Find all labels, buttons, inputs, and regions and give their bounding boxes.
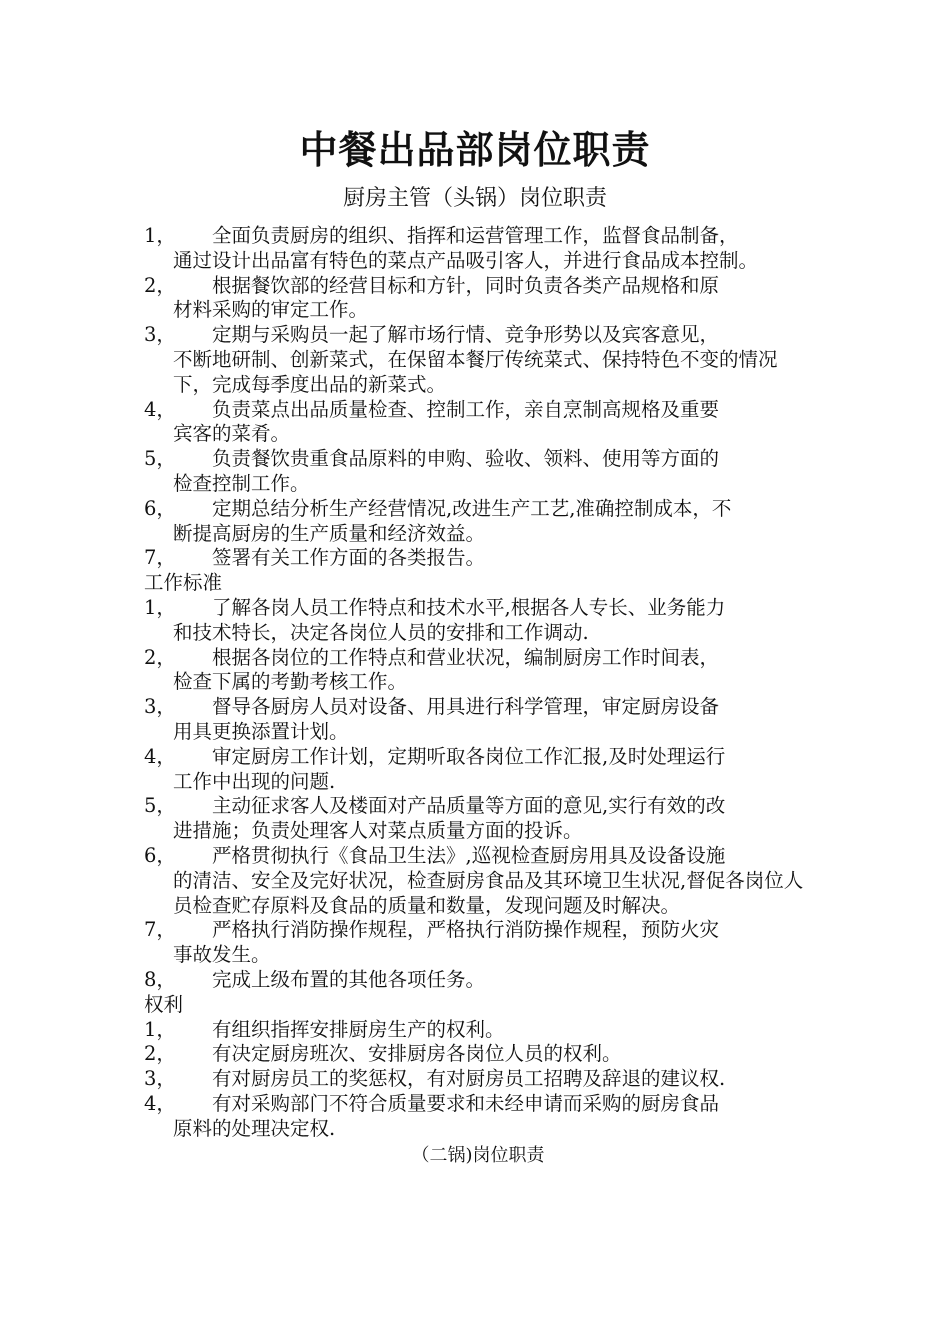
item-number: 2， [144, 273, 176, 297]
item-number: 5， [144, 794, 176, 818]
standard-item [144, 794, 812, 844]
item-number: 4， [144, 397, 176, 421]
duty-item [144, 546, 812, 571]
item-continuation: 检查控制工作。 [173, 471, 310, 495]
item-number: 4， [144, 744, 176, 768]
item-first-line: 负责菜点出品质量检查、控制工作，亲自烹制高规格及重要 [212, 397, 720, 421]
item-number: 2， [144, 645, 176, 669]
item-continuation: 通过设计出品富有特色的菜点产品吸引客人，并进行食品成本控制。 [173, 248, 759, 272]
item-first-line: 严格执行消防操作规程，严格执行消防操作规程，预防火灾 [212, 918, 720, 942]
item-number: 1， [144, 595, 176, 619]
item-continuation: 用具更换添置计划。 [173, 719, 349, 743]
document-body [144, 224, 812, 1171]
item-number: 6， [144, 843, 176, 867]
standards-list [144, 596, 812, 993]
item-continuation: 断提高厨房的生产质量和经济效益。 [173, 521, 486, 545]
item-first-line: 定期与采购员一起了解市场行情、竞争形势以及宾客意见， [212, 323, 720, 347]
item-number: 3， [144, 695, 176, 719]
standard-item [144, 695, 812, 745]
duty-item [144, 497, 812, 547]
item-first-line: 根据餐饮部的经营目标和方针，同时负责各类产品规格和原 [212, 273, 720, 297]
item-continuation: 材料采购的审定工作。 [173, 298, 369, 322]
item-first-line: 负责餐饮贵重食品原料的申购、验收、领料、使用等方面的 [212, 447, 720, 471]
item-continuation: 进措施；负责处理客人对菜点质量方面的投诉。 [173, 819, 583, 843]
item-number: 3， [144, 323, 176, 347]
item-number: 6， [144, 496, 176, 520]
duty-item [144, 447, 812, 497]
item-continuation: 工作中出现的问题. [173, 769, 336, 793]
item-number: 7， [144, 546, 176, 570]
item-first-line: 全面负责厨房的组织、指挥和运营管理工作，监督食品制备， [212, 224, 739, 247]
item-first-line: 签署有关工作方面的各类报告。 [212, 546, 486, 570]
item-first-line: 严格贯彻执行《食品卫生法》,巡视检查厨房用具及设备设施 [212, 843, 726, 867]
item-number: 2， [144, 1042, 176, 1066]
duty-item [144, 274, 812, 324]
document-title: 中餐出品部岗位职责 [299, 127, 651, 172]
item-number: 4， [144, 1091, 176, 1115]
duties-list [144, 224, 812, 571]
right-item [144, 1092, 812, 1142]
item-first-line: 有决定厨房班次、安排厨房各岗位人员的权利。 [212, 1042, 622, 1066]
next-section-heading: （二锅)岗位职责 [411, 1145, 545, 1167]
item-first-line: 有组织指挥安排厨房生产的权利。 [212, 1017, 505, 1041]
duty-item [144, 323, 812, 397]
item-continuation: 宾客的菜肴。 [173, 422, 291, 446]
rights-list [144, 1018, 812, 1142]
right-item [144, 1042, 812, 1067]
standard-item [144, 844, 812, 918]
item-number: 5， [144, 447, 176, 471]
standard-item [144, 596, 812, 646]
standards-heading: 工作标准 [144, 571, 223, 595]
item-first-line: 主动征求客人及楼面对产品质量等方面的意见,实行有效的改 [212, 794, 726, 818]
item-number: 3， [144, 1067, 176, 1091]
item-number: 7， [144, 918, 176, 942]
item-continuation: 事故发生。 [173, 943, 271, 967]
item-number: 1， [144, 224, 176, 247]
item-continuation: 原料的处理决定权. [173, 1116, 336, 1140]
rights-heading: 权利 [144, 992, 184, 1016]
item-first-line: 有对采购部门不符合质量要求和未经申请而采购的厨房食品 [212, 1091, 720, 1115]
item-first-line: 审定厨房工作计划，定期听取各岗位工作汇报,及时处理运行 [212, 744, 726, 768]
item-continuation: 的清洁、安全及完好状况，检查厨房食品及其环境卫生状况,督促各岗位人员检查贮存原料及食品的质量和数量，发现问题及时解决。 [173, 868, 804, 917]
item-first-line: 根据各岗位的工作特点和营业状况，编制厨房工作时间表， [212, 645, 720, 669]
right-item [144, 1067, 812, 1092]
item-first-line: 完成上级布置的其他各项任务。 [212, 967, 486, 991]
item-first-line: 了解各岗人员工作特点和技术水平,根据各人专长、业务能力 [212, 595, 726, 619]
right-item [144, 1018, 812, 1043]
document-subtitle: 厨房主管（头锅）岗位职责 [342, 186, 607, 211]
item-number: 8， [144, 967, 176, 991]
item-continuation: 和技术特长，决定各岗位人员的安排和工作调动. [173, 620, 589, 644]
standard-item [144, 968, 812, 993]
item-first-line: 定期总结分析生产经营情况,改进生产工艺,准确控制成本，不 [212, 496, 732, 520]
duty-item [144, 224, 812, 274]
standard-item [144, 745, 812, 795]
duty-item [144, 398, 812, 448]
item-number: 1， [144, 1017, 176, 1041]
item-first-line: 有对厨房员工的奖惩权，有对厨房员工招聘及辞退的建议权. [212, 1067, 726, 1091]
item-first-line: 督导各厨房人员对设备、用具进行科学管理，审定厨房设备 [212, 695, 720, 719]
item-continuation: 检查下属的考勤考核工作。 [173, 670, 408, 694]
standard-item [144, 918, 812, 968]
standard-item [144, 646, 812, 696]
item-continuation: 不断地研制、创新菜式，在保留本餐厅传统菜式、保持特色不变的情况下，完成每季度出品的新菜式。 [173, 347, 778, 396]
